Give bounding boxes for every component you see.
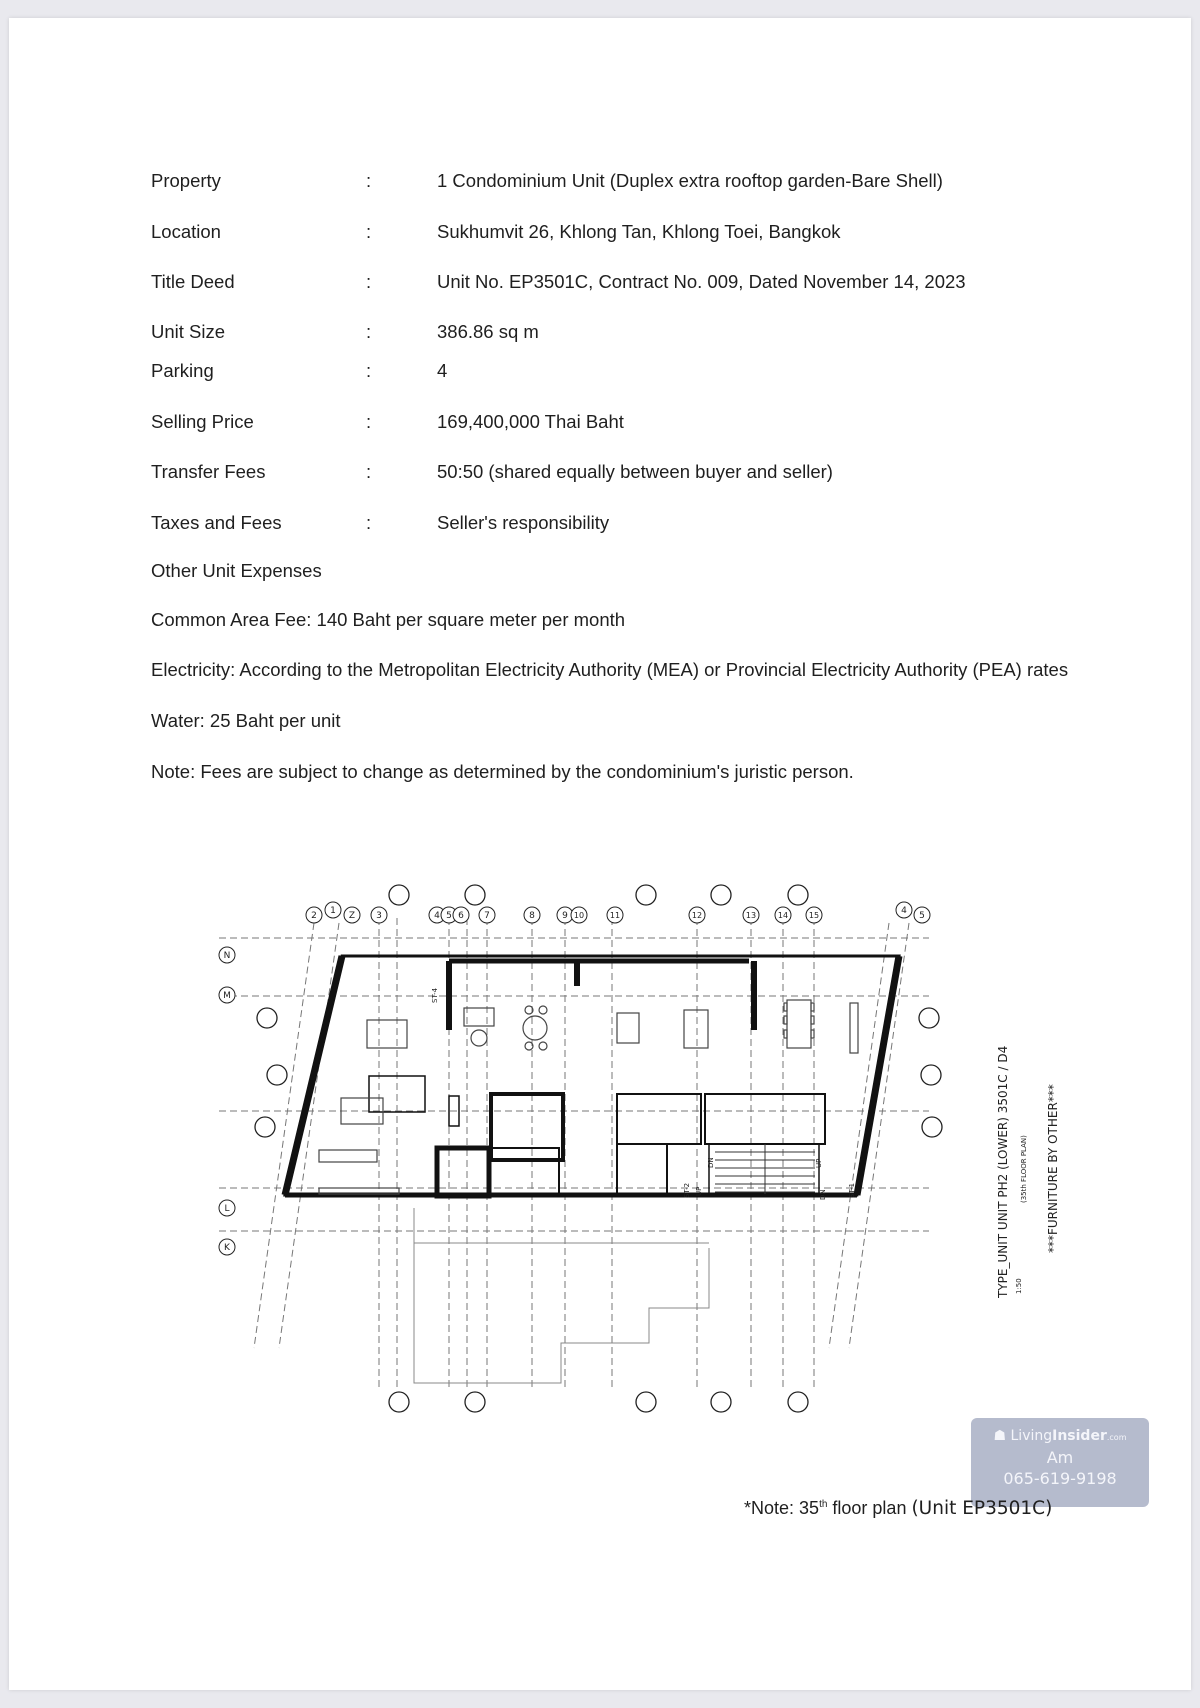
plan-scale: 1:50 [1015,1278,1023,1294]
water-rate: Water: 25 Baht per unit [151,710,341,731]
detail-label: Parking [151,360,214,381]
detail-label: Location [151,221,221,242]
plan-grid-label-16: 15 [808,911,820,920]
plan-grid-label-14: 13 [745,911,757,920]
plan-grid-label-1: 2 [311,911,317,921]
plan-grid-label-6: 5 [446,911,452,921]
plan-grid-label-15: 14 [777,911,789,920]
furniture [319,1000,858,1194]
watermark-brand [971,1428,1149,1444]
detail-label: Selling Price [151,411,254,432]
plan-grid-label-18: 5 [919,911,925,921]
detail-colon: : [366,221,372,242]
common-area-fee: Common Area Fee: 140 Baht per square meter per month [151,609,626,630]
watermark-brand-light: Living [1010,1428,1053,1444]
watermark-brand-bold: Insider [1052,1428,1107,1444]
detail-label: Title Deed [151,271,235,292]
detail-value: 4 [437,360,448,381]
plan-grid-label-17: 4 [901,906,907,916]
section-markers [255,885,942,1412]
terrace-outline [414,1208,709,1383]
electricity-rate: Electricity: According to the Metropolitan Electricity Authority (MEA) or Provincial Electricity Authority (PEA) rates [151,659,1069,680]
detail-value: 386.86 sq m [437,321,539,342]
plan-title: TYPE_UNIT UNIT PH2 (LOWER) 3501C / D4 [996,1045,1010,1298]
detail-colon: : [366,170,372,191]
watermark-phone: 065-619-9198 [1003,1469,1117,1488]
detail-label: Property [151,170,221,191]
detail-value: 50:50 (shared equally between buyer and seller) [437,461,833,482]
plan-grid-label-9: 8 [529,911,535,921]
detail-value: 1 Condominium Unit (Duplex extra rooftop garden-Bare Shell) [437,170,943,191]
plan-grid-label-12: 11 [609,911,621,920]
furniture-note: ***FURNITURE BY OTHER*** [1046,1084,1060,1253]
footnote-unit: (Unit EP3501C) [911,1498,1053,1519]
stair-label-st4: ST-4 [431,987,439,1003]
plan-row-label-l: L [224,1204,230,1214]
plan-grid-label-10: 9 [562,911,568,921]
stair-treads [715,1144,815,1194]
plan-grid-label-5: 4 [434,911,440,921]
fees-note: Note: Fees are subject to change as determined by the condominium's juristic person. [151,761,854,782]
grid-lines [219,918,929,1388]
stair-label-up-2: UP [815,1158,823,1168]
plan-grid-label-11: 10 [573,911,585,920]
expenses-heading: Other Unit Expenses [151,560,322,581]
plan-grid-label-3: Z [348,911,356,921]
detail-value: Unit No. EP3501C, Contract No. 009, Dated November 14, 2023 [437,271,966,292]
plan-row-label-m: M [223,991,231,1001]
plan-grid-label-7: 6 [458,911,464,921]
plan-grid-label-13: 12 [691,911,703,920]
detail-colon: : [366,461,372,482]
detail-colon: : [366,321,372,342]
watermark-brand-suffix: .com [1106,1433,1127,1442]
detail-value: Sukhumvit 26, Khlong Tan, Khlong Toei, Bangkok [437,221,841,242]
document-page [9,18,1191,1690]
watermark-agent-name: Am [1046,1448,1074,1467]
detail-value: Seller's responsibility [437,512,610,533]
detail-value: 169,400,000 Thai Baht [437,411,624,432]
detail-label: Taxes and Fees [151,512,282,533]
detail-label: Unit Size [151,321,226,342]
stair-label-dn-1: DN [707,1157,715,1168]
floor-plan-footnote [744,1498,1052,1519]
stair-label-st1: ST-1 [848,1182,856,1198]
stair-label-st2: ST-2 [683,1182,691,1198]
footnote-sup: th [819,1499,828,1510]
detail-label: Transfer Fees [151,461,266,482]
stair-label-dn-2: DN [819,1189,827,1200]
livinginsider-watermark [971,1418,1149,1507]
plan-grid-label-4: 3 [376,911,382,921]
detail-colon: : [366,512,372,533]
footnote-middle: floor plan [827,1498,912,1518]
footnote-prefix: *Note: 35 [744,1498,820,1518]
detail-colon: : [366,360,372,381]
plan-subtitle: (35th FLOOR PLAN) [1020,1135,1028,1203]
detail-colon: : [366,271,372,292]
stair-label-up-1: UP [695,1186,703,1196]
plan-grid-label-2: 1 [330,906,336,916]
plan-grid-label-8: 7 [484,911,490,921]
detail-colon: : [366,411,372,432]
plan-row-label-k: K [224,1243,230,1253]
plan-row-label-n: N [223,951,231,961]
house-logo-icon: ☗ [993,1428,1007,1444]
